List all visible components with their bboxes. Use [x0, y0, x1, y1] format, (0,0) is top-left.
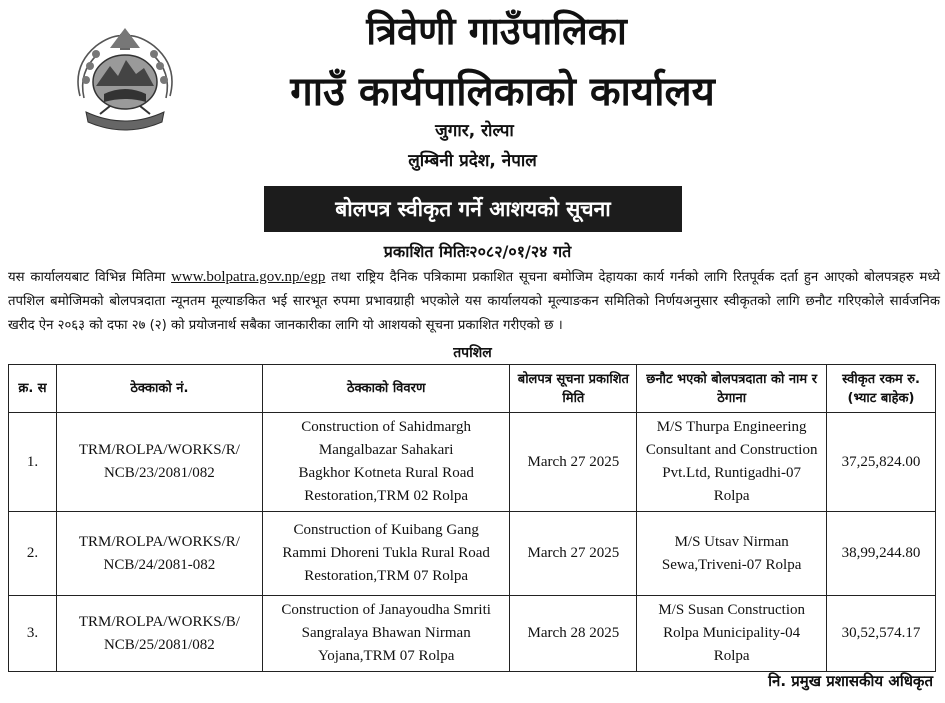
- header-notice-date: बोलपत्र सूचना प्रकाशित मिति: [510, 365, 637, 413]
- table-caption: तपशिल: [453, 345, 492, 361]
- cell-sn: 1.: [9, 413, 57, 512]
- cell-sn: 2.: [9, 512, 57, 596]
- cell-date: March 27 2025: [510, 512, 637, 596]
- cell-contract-no: TRM/ROLPA/WORKS/R/ NCB/23/2081/082: [56, 413, 262, 512]
- cell-date: March 28 2025: [510, 596, 637, 672]
- notice-title: बोलपत्र स्वीकृत गर्ने आशयको सूचना: [264, 186, 682, 232]
- paragraph-intro: यस कार्यालयबाट विभिन्न मितिमा: [8, 270, 172, 285]
- cell-sn: 3.: [9, 596, 57, 672]
- cell-amount: 30,52,574.17: [827, 596, 936, 672]
- header-amount: स्वीकृत रकम रु. (भ्याट बाहेक): [827, 365, 936, 413]
- notice-paragraph: [8, 265, 940, 338]
- cell-bidder: M/S Thurpa Engineering Consultant and Construction Pvt.Ltd, Runtigadhi-07 Rolpa: [637, 413, 827, 512]
- paragraph-body: तथा राष्ट्रिय दैनिक पत्रिकामा प्रकाशित सूचना बमोजिम देहायका कार्य गर्नको लागि रितपूर्वक दर्ता हुन आएको बोलपत्रहरु मध्ये तपशिल बमोजिमको बोलपत्रदाता न्यूनतम मूल्याङकित भई सारभूत रुपमा प्रभावग्राही भएकोले यस कार्यालयको मूल्याङकन समितिको निर्णयअनुसार स्वीकृतको लागि छनौट गरिएकोले सार्वजनिक खरीद ऐन २०६३ को दफा २७ (२) को प्रयोजनार्थ सबैका जानकारीका लागि यो आशयको सूचना प्रकाशित गरीएको छ ।: [8, 270, 940, 333]
- header-contract-no: ठेक्काको नं.: [56, 365, 262, 413]
- table-row: [9, 413, 936, 512]
- signatory: नि. प्रमुख प्रशासकीय अधिकृत: [768, 672, 933, 690]
- cell-contract-no: TRM/ROLPA/WORKS/B/ NCB/25/2081/082: [56, 596, 262, 672]
- awarded-bids-table: [8, 364, 936, 672]
- cell-bidder: M/S Susan Construction Rolpa Municipality-04 Rolpa: [637, 596, 827, 672]
- header-bidder: छनौट भएको बोलपत्रदाता को नाम र ठेगाना: [637, 365, 827, 413]
- cell-description: Construction of Sahidmargh Mangalbazar Sahakari Bagkhor Kotneta Rural Road Restoration,TRM 02 Rolpa: [262, 413, 510, 512]
- bolpatra-link[interactable]: www.bolpatra.gov.np/egp: [171, 269, 326, 285]
- cell-bidder: M/S Utsav Nirman Sewa,Triveni-07 Rolpa: [637, 512, 827, 596]
- table-header-row: [9, 365, 936, 413]
- cell-date: March 27 2025: [510, 413, 637, 512]
- header-sn: क्र. स: [9, 365, 57, 413]
- municipality-name: त्रिवेणी गाउँपालिका: [366, 9, 627, 53]
- cell-amount: 38,99,244.80: [827, 512, 936, 596]
- table-row: [9, 512, 936, 596]
- published-date: प्रकाशित मितिः२०८२/०१/२४ गते: [383, 242, 572, 261]
- province-country: लुम्बिनी प्रदेश, नेपाल: [408, 151, 537, 171]
- cell-description: Construction of Janayoudha Smriti Sangralaya Bhawan Nirman Yojana,TRM 07 Rolpa: [262, 596, 510, 672]
- cell-amount: 37,25,824.00: [827, 413, 936, 512]
- office-name: गाउँ कार्यपालिकाको कार्यालय: [290, 69, 715, 115]
- office-location: जुगार, रोल्पा: [435, 121, 514, 141]
- table-row: [9, 596, 936, 672]
- header-description: ठेक्काको विवरण: [262, 365, 510, 413]
- cell-contract-no: TRM/ROLPA/WORKS/R/ NCB/24/2081-082: [56, 512, 262, 596]
- cell-description: Construction of Kuibang Gang Rammi Dhoreni Tukla Rural Road Restoration,TRM 07 Rolpa: [262, 512, 510, 596]
